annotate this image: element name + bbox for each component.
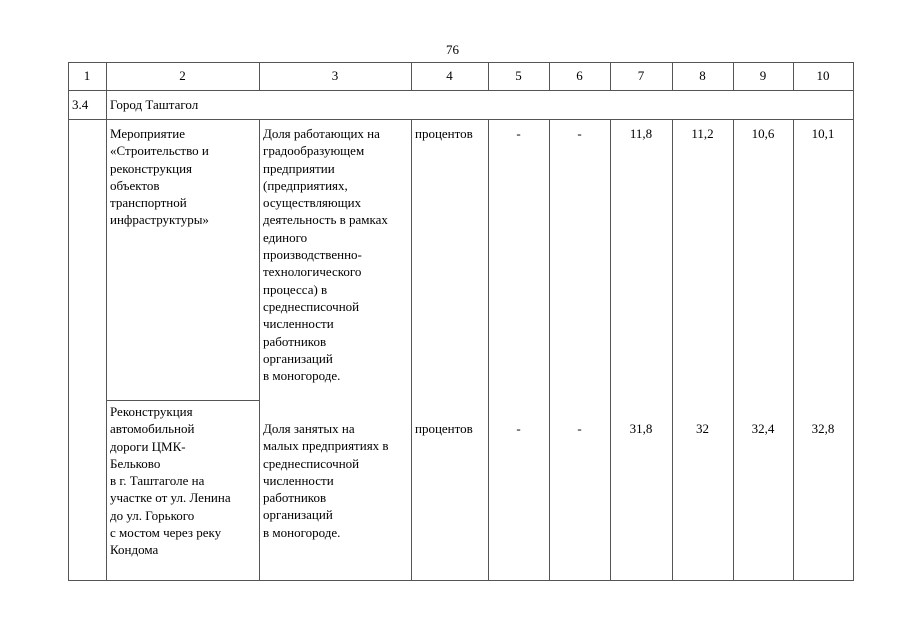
header-cell-8: 8 (699, 68, 706, 83)
body-border-7 (610, 119, 611, 580)
section-number-border (106, 90, 107, 119)
body-border-6 (549, 119, 550, 580)
row1-col7: 11,8 (629, 126, 653, 141)
row2-col9: 32,4 (751, 421, 775, 436)
row2-col5: - (516, 421, 521, 436)
body-border-5 (488, 119, 489, 580)
body-border-4 (411, 119, 412, 580)
header-cell-5: 5 (515, 68, 522, 83)
row2-col7: 31,8 (629, 421, 653, 436)
row2-measure: Реконструкция автомобильной дороги ЦМК- Бельково в г. Таштаголе на участке от ул. Ленина до ул. Горького с мостом через реку Кондома (110, 404, 231, 558)
header-cell-2: 2 (179, 68, 186, 83)
row2-unit: процентов (415, 421, 473, 436)
body-border-10 (793, 119, 794, 580)
header-cell-10: 10 (816, 68, 830, 83)
table-border-bottom (68, 580, 854, 581)
col-border-1 (68, 62, 69, 580)
row2-indicator: Доля занятых на малых предприятиях в среднесписочной численности работников организаций в моногороде. (263, 421, 389, 540)
row1-col9: 10,6 (751, 126, 775, 141)
row1-col5: - (516, 126, 521, 141)
header-cell-7: 7 (637, 68, 645, 83)
header-cell-9: 9 (759, 68, 767, 83)
row1-unit: процентов (415, 126, 473, 141)
row1-col8: 11,2 (691, 126, 714, 141)
col-border-11 (853, 62, 854, 580)
row1-measure: Мероприятие «Строительство и реконструкция объектов транспортной инфраструктуры» (110, 126, 209, 228)
body-border-9 (733, 119, 734, 580)
header-cell-1: 1 (83, 68, 91, 83)
row2-col6: - (577, 421, 582, 436)
header-cell-4: 4 (446, 68, 453, 83)
header-cell-3: 3 (331, 68, 339, 83)
page-number: 76 (446, 42, 459, 57)
section-title: Город Таштагол (110, 97, 199, 112)
row2-col10: 32,8 (811, 421, 835, 436)
row2-col8: 32 (696, 421, 709, 436)
body-border-2 (106, 119, 107, 580)
body-border-3 (259, 119, 260, 580)
section-number: 3.4 (72, 97, 89, 112)
row1-indicator: Доля работающих на градообразующем предприятии (предприятиях, осуществляющих деятельность в рамках единого производственно- технологического процесса) в среднесписочной численности работников организаций в моногороде. (263, 126, 388, 384)
header-cell-6: 6 (576, 68, 583, 83)
row1-col6: - (577, 126, 582, 141)
measure-divider (106, 400, 259, 401)
row1-col10: 10,1 (811, 126, 835, 141)
header-divider (68, 90, 854, 91)
body-border-8 (672, 119, 673, 580)
section-divider (68, 119, 854, 120)
